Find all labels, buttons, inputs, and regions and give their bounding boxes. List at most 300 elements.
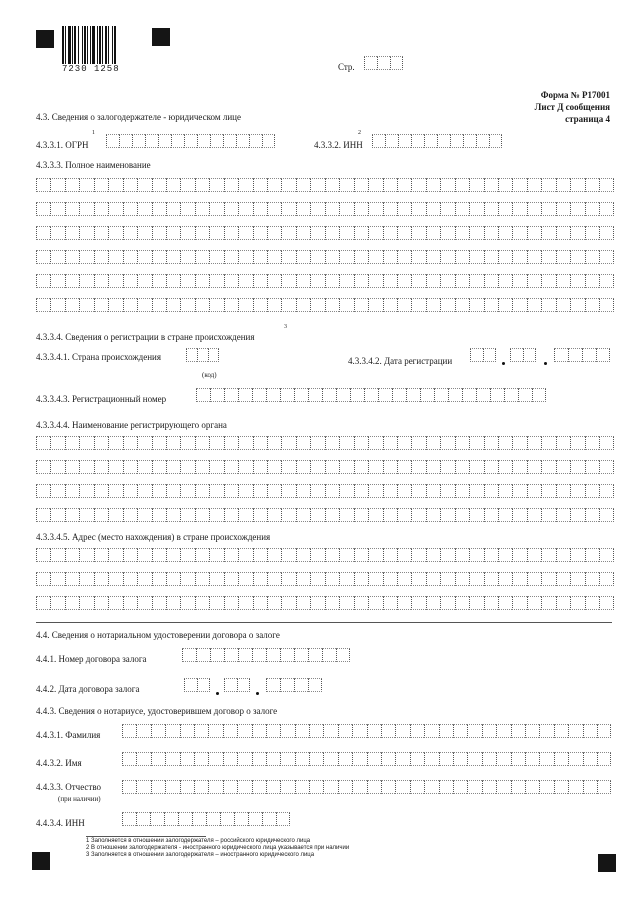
input-cell[interactable] — [323, 724, 337, 738]
input-cell[interactable] — [94, 548, 108, 562]
input-cell[interactable] — [585, 572, 599, 586]
input-cell[interactable] — [397, 572, 411, 586]
input-cell[interactable] — [383, 572, 397, 586]
input-cell[interactable] — [599, 226, 613, 240]
input-cell[interactable] — [295, 724, 309, 738]
input-cell[interactable] — [180, 460, 194, 474]
input-cell[interactable] — [79, 548, 93, 562]
input-cell[interactable] — [455, 226, 469, 240]
input-cell[interactable] — [541, 460, 555, 474]
input-cell[interactable] — [585, 596, 599, 610]
input-cell[interactable] — [455, 298, 469, 312]
input-cell[interactable] — [467, 752, 481, 766]
input-cell[interactable] — [238, 250, 252, 264]
notary-name-field[interactable] — [122, 752, 611, 766]
input-cell[interactable] — [455, 202, 469, 216]
input-cell[interactable] — [440, 460, 454, 474]
input-cell[interactable] — [152, 202, 166, 216]
input-cell[interactable] — [296, 548, 310, 562]
input-cell[interactable] — [180, 548, 194, 562]
input-cell[interactable] — [296, 178, 310, 192]
input-cell[interactable] — [137, 250, 151, 264]
input-cell[interactable] — [411, 596, 425, 610]
input-cell[interactable] — [570, 596, 584, 610]
input-cell[interactable] — [165, 780, 179, 794]
input-cell[interactable] — [184, 678, 197, 692]
input-cell[interactable] — [484, 572, 498, 586]
input-cell[interactable] — [36, 178, 50, 192]
input-cell[interactable] — [310, 202, 324, 216]
input-cell[interactable] — [267, 274, 281, 288]
input-cell[interactable] — [94, 202, 108, 216]
input-cell[interactable] — [209, 298, 223, 312]
input-cell[interactable] — [238, 548, 252, 562]
input-cell[interactable] — [397, 484, 411, 498]
input-cell[interactable] — [339, 572, 353, 586]
input-cell[interactable] — [36, 436, 50, 450]
input-cell[interactable] — [354, 460, 368, 474]
input-cell[interactable] — [440, 572, 454, 586]
input-cell[interactable] — [36, 202, 50, 216]
input-cell[interactable] — [383, 250, 397, 264]
input-cell[interactable] — [484, 436, 498, 450]
input-cell[interactable] — [195, 226, 209, 240]
input-cell[interactable] — [325, 436, 339, 450]
input-cell[interactable] — [79, 572, 93, 586]
input-cell[interactable] — [296, 596, 310, 610]
input-cell[interactable] — [238, 388, 252, 402]
input-cell[interactable] — [253, 484, 267, 498]
input-cell[interactable] — [398, 134, 411, 148]
notary-inn-field[interactable] — [122, 812, 290, 826]
input-cell[interactable] — [123, 250, 137, 264]
input-cell[interactable] — [596, 348, 610, 362]
input-cell[interactable] — [368, 298, 382, 312]
input-cell[interactable] — [322, 648, 336, 662]
input-cell[interactable] — [182, 648, 196, 662]
input-cell[interactable] — [597, 752, 611, 766]
input-cell[interactable] — [220, 812, 234, 826]
input-cell[interactable] — [336, 648, 350, 662]
input-cell[interactable] — [253, 298, 267, 312]
input-cell[interactable] — [253, 202, 267, 216]
input-cell[interactable] — [266, 388, 280, 402]
input-cell[interactable] — [36, 460, 50, 474]
input-cell[interactable] — [368, 274, 382, 288]
input-cell[interactable] — [266, 678, 280, 692]
input-cell[interactable] — [65, 436, 79, 450]
input-cell[interactable] — [525, 752, 539, 766]
input-cell[interactable] — [137, 596, 151, 610]
input-cell[interactable] — [397, 250, 411, 264]
input-cell[interactable] — [310, 436, 324, 450]
input-cell[interactable] — [554, 348, 568, 362]
input-cell[interactable] — [541, 596, 555, 610]
input-cell[interactable] — [583, 752, 597, 766]
input-cell[interactable] — [556, 250, 570, 264]
input-cell[interactable] — [368, 596, 382, 610]
input-cell[interactable] — [383, 508, 397, 522]
input-cell[interactable] — [381, 780, 395, 794]
input-cell[interactable] — [411, 460, 425, 474]
input-cell[interactable] — [323, 752, 337, 766]
grid-row[interactable] — [36, 548, 614, 562]
input-cell[interactable] — [383, 484, 397, 498]
input-cell[interactable] — [338, 780, 352, 794]
input-cell[interactable] — [539, 752, 553, 766]
input-cell[interactable] — [197, 134, 210, 148]
input-cell[interactable] — [354, 484, 368, 498]
input-cell[interactable] — [50, 548, 64, 562]
input-cell[interactable] — [527, 508, 541, 522]
registration-number-field[interactable] — [196, 388, 546, 402]
input-cell[interactable] — [195, 178, 209, 192]
input-cell[interactable] — [296, 460, 310, 474]
input-cell[interactable] — [308, 678, 322, 692]
input-cell[interactable] — [281, 250, 295, 264]
input-cell[interactable] — [570, 298, 584, 312]
input-cell[interactable] — [310, 226, 324, 240]
input-cell[interactable] — [137, 178, 151, 192]
input-cell[interactable] — [294, 678, 308, 692]
input-cell[interactable] — [338, 752, 352, 766]
input-cell[interactable] — [166, 596, 180, 610]
input-cell[interactable] — [395, 724, 409, 738]
input-cell[interactable] — [236, 134, 249, 148]
input-cell[interactable] — [267, 226, 281, 240]
input-cell[interactable] — [65, 484, 79, 498]
input-cell[interactable] — [310, 596, 324, 610]
input-cell[interactable] — [94, 178, 108, 192]
input-cell[interactable] — [296, 572, 310, 586]
input-cell[interactable] — [267, 596, 281, 610]
input-cell[interactable] — [597, 724, 611, 738]
input-cell[interactable] — [79, 508, 93, 522]
input-cell[interactable] — [106, 134, 119, 148]
input-cell[interactable] — [368, 460, 382, 474]
input-cell[interactable] — [496, 724, 510, 738]
input-cell[interactable] — [137, 548, 151, 562]
input-cell[interactable] — [455, 572, 469, 586]
input-cell[interactable] — [410, 780, 424, 794]
input-cell[interactable] — [267, 460, 281, 474]
input-cell[interactable] — [440, 484, 454, 498]
input-cell[interactable] — [338, 724, 352, 738]
input-cell[interactable] — [482, 780, 496, 794]
input-cell[interactable] — [94, 596, 108, 610]
input-cell[interactable] — [420, 388, 434, 402]
input-cell[interactable] — [152, 226, 166, 240]
input-cell[interactable] — [498, 178, 512, 192]
input-cell[interactable] — [137, 436, 151, 450]
input-cell[interactable] — [397, 226, 411, 240]
input-cell[interactable] — [496, 780, 510, 794]
input-cell[interactable] — [448, 388, 462, 402]
input-cell[interactable] — [180, 250, 194, 264]
input-cell[interactable] — [210, 388, 224, 402]
input-cell[interactable] — [585, 484, 599, 498]
input-cell[interactable] — [267, 178, 281, 192]
input-cell[interactable] — [224, 648, 238, 662]
grid-row[interactable] — [36, 596, 614, 610]
input-cell[interactable] — [489, 134, 502, 148]
input-cell[interactable] — [281, 436, 295, 450]
input-cell[interactable] — [383, 226, 397, 240]
input-cell[interactable] — [152, 298, 166, 312]
input-cell[interactable] — [209, 226, 223, 240]
input-cell[interactable] — [166, 202, 180, 216]
input-cell[interactable] — [180, 780, 194, 794]
input-cell[interactable] — [266, 724, 280, 738]
input-cell[interactable] — [426, 250, 440, 264]
input-cell[interactable] — [568, 780, 582, 794]
input-cell[interactable] — [354, 508, 368, 522]
input-cell[interactable] — [195, 202, 209, 216]
input-cell[interactable] — [195, 548, 209, 562]
input-cell[interactable] — [484, 298, 498, 312]
input-cell[interactable] — [224, 226, 238, 240]
input-cell[interactable] — [512, 436, 526, 450]
input-cell[interactable] — [252, 780, 266, 794]
input-cell[interactable] — [166, 548, 180, 562]
input-cell[interactable] — [36, 572, 50, 586]
input-cell[interactable] — [253, 548, 267, 562]
input-cell[interactable] — [350, 388, 364, 402]
input-cell[interactable] — [469, 572, 483, 586]
input-cell[interactable] — [94, 508, 108, 522]
input-cell[interactable] — [440, 202, 454, 216]
input-cell[interactable] — [325, 178, 339, 192]
input-cell[interactable] — [122, 724, 136, 738]
input-cell[interactable] — [281, 484, 295, 498]
input-cell[interactable] — [132, 134, 145, 148]
input-cell[interactable] — [296, 226, 310, 240]
input-cell[interactable] — [310, 572, 324, 586]
input-cell[interactable] — [36, 548, 50, 562]
input-cell[interactable] — [570, 508, 584, 522]
input-cell[interactable] — [385, 134, 398, 148]
input-cell[interactable] — [541, 548, 555, 562]
input-cell[interactable] — [556, 508, 570, 522]
input-cell[interactable] — [224, 388, 238, 402]
input-cell[interactable] — [79, 178, 93, 192]
input-cell[interactable] — [210, 134, 223, 148]
input-cell[interactable] — [209, 572, 223, 586]
input-cell[interactable] — [152, 460, 166, 474]
input-cell[interactable] — [599, 484, 613, 498]
input-cell[interactable] — [238, 202, 252, 216]
input-cell[interactable] — [281, 572, 295, 586]
input-cell[interactable] — [383, 548, 397, 562]
input-cell[interactable] — [469, 250, 483, 264]
grid-row[interactable] — [36, 250, 614, 264]
input-cell[interactable] — [294, 388, 308, 402]
input-cell[interactable] — [224, 274, 238, 288]
input-cell[interactable] — [267, 250, 281, 264]
input-cell[interactable] — [498, 596, 512, 610]
input-cell[interactable] — [397, 548, 411, 562]
input-cell[interactable] — [224, 436, 238, 450]
input-cell[interactable] — [136, 812, 150, 826]
input-cell[interactable] — [209, 436, 223, 450]
input-cell[interactable] — [541, 298, 555, 312]
input-cell[interactable] — [195, 596, 209, 610]
input-cell[interactable] — [194, 780, 208, 794]
input-cell[interactable] — [325, 572, 339, 586]
input-cell[interactable] — [108, 460, 122, 474]
input-cell[interactable] — [267, 436, 281, 450]
input-cell[interactable] — [450, 134, 463, 148]
input-cell[interactable] — [411, 298, 425, 312]
input-cell[interactable] — [411, 508, 425, 522]
input-cell[interactable] — [484, 484, 498, 498]
input-cell[interactable] — [397, 202, 411, 216]
input-cell[interactable] — [527, 572, 541, 586]
input-cell[interactable] — [281, 202, 295, 216]
input-cell[interactable] — [195, 250, 209, 264]
input-cell[interactable] — [262, 134, 275, 148]
input-cell[interactable] — [281, 596, 295, 610]
input-cell[interactable] — [325, 250, 339, 264]
input-cell[interactable] — [158, 134, 171, 148]
input-cell[interactable] — [195, 572, 209, 586]
input-cell[interactable] — [36, 484, 50, 498]
input-cell[interactable] — [238, 226, 252, 240]
input-cell[interactable] — [453, 724, 467, 738]
input-cell[interactable] — [354, 178, 368, 192]
input-cell[interactable] — [184, 134, 197, 148]
input-cell[interactable] — [484, 596, 498, 610]
input-cell[interactable] — [296, 484, 310, 498]
input-cell[interactable] — [395, 780, 409, 794]
input-cell[interactable] — [426, 548, 440, 562]
input-cell[interactable] — [504, 388, 518, 402]
input-cell[interactable] — [166, 298, 180, 312]
input-cell[interactable] — [224, 484, 238, 498]
input-cell[interactable] — [339, 548, 353, 562]
input-cell[interactable] — [196, 388, 210, 402]
registration-day-field[interactable] — [470, 348, 496, 362]
input-cell[interactable] — [208, 752, 222, 766]
input-cell[interactable] — [136, 780, 150, 794]
input-cell[interactable] — [252, 724, 266, 738]
input-cell[interactable] — [79, 226, 93, 240]
input-cell[interactable] — [426, 274, 440, 288]
input-cell[interactable] — [556, 274, 570, 288]
input-cell[interactable] — [368, 226, 382, 240]
input-cell[interactable] — [411, 202, 425, 216]
input-cell[interactable] — [570, 572, 584, 586]
input-cell[interactable] — [568, 348, 582, 362]
input-cell[interactable] — [484, 274, 498, 288]
input-cell[interactable] — [585, 202, 599, 216]
input-cell[interactable] — [166, 572, 180, 586]
input-cell[interactable] — [440, 596, 454, 610]
input-cell[interactable] — [253, 508, 267, 522]
input-cell[interactable] — [224, 508, 238, 522]
input-cell[interactable] — [281, 226, 295, 240]
input-cell[interactable] — [208, 348, 219, 362]
inn-field[interactable] — [372, 134, 502, 148]
input-cell[interactable] — [469, 436, 483, 450]
input-cell[interactable] — [36, 508, 50, 522]
input-cell[interactable] — [556, 548, 570, 562]
input-cell[interactable] — [554, 724, 568, 738]
input-cell[interactable] — [585, 548, 599, 562]
input-cell[interactable] — [238, 298, 252, 312]
input-cell[interactable] — [165, 724, 179, 738]
input-cell[interactable] — [484, 250, 498, 264]
input-cell[interactable] — [570, 548, 584, 562]
input-cell[interactable] — [238, 648, 252, 662]
page-number-cells[interactable] — [364, 56, 403, 70]
input-cell[interactable] — [194, 752, 208, 766]
input-cell[interactable] — [252, 388, 266, 402]
input-cell[interactable] — [570, 178, 584, 192]
input-cell[interactable] — [512, 226, 526, 240]
input-cell[interactable] — [469, 178, 483, 192]
input-cell[interactable] — [36, 298, 50, 312]
input-cell[interactable] — [206, 812, 220, 826]
input-cell[interactable] — [511, 780, 525, 794]
input-cell[interactable] — [65, 460, 79, 474]
input-cell[interactable] — [122, 812, 136, 826]
input-cell[interactable] — [180, 572, 194, 586]
input-cell[interactable] — [137, 484, 151, 498]
input-cell[interactable] — [94, 572, 108, 586]
input-cell[interactable] — [554, 780, 568, 794]
input-cell[interactable] — [455, 250, 469, 264]
input-cell[interactable] — [280, 678, 294, 692]
input-cell[interactable] — [296, 250, 310, 264]
input-cell[interactable] — [266, 648, 280, 662]
input-cell[interactable] — [469, 484, 483, 498]
input-cell[interactable] — [469, 202, 483, 216]
input-cell[interactable] — [151, 780, 165, 794]
input-cell[interactable] — [195, 436, 209, 450]
input-cell[interactable] — [568, 752, 582, 766]
input-cell[interactable] — [352, 752, 366, 766]
input-cell[interactable] — [434, 388, 448, 402]
input-cell[interactable] — [426, 298, 440, 312]
input-cell[interactable] — [208, 724, 222, 738]
input-cell[interactable] — [310, 298, 324, 312]
input-cell[interactable] — [525, 780, 539, 794]
input-cell[interactable] — [527, 460, 541, 474]
input-cell[interactable] — [94, 250, 108, 264]
input-cell[interactable] — [267, 548, 281, 562]
input-cell[interactable] — [323, 780, 337, 794]
input-cell[interactable] — [280, 752, 294, 766]
input-cell[interactable] — [339, 436, 353, 450]
input-cell[interactable] — [556, 178, 570, 192]
input-cell[interactable] — [570, 274, 584, 288]
input-cell[interactable] — [108, 572, 122, 586]
input-cell[interactable] — [79, 202, 93, 216]
input-cell[interactable] — [397, 460, 411, 474]
input-cell[interactable] — [209, 484, 223, 498]
input-cell[interactable] — [599, 436, 613, 450]
input-cell[interactable] — [180, 274, 194, 288]
input-cell[interactable] — [455, 178, 469, 192]
input-cell[interactable] — [209, 508, 223, 522]
input-cell[interactable] — [223, 724, 237, 738]
input-cell[interactable] — [79, 460, 93, 474]
input-cell[interactable] — [469, 596, 483, 610]
input-cell[interactable] — [325, 596, 339, 610]
input-cell[interactable] — [518, 388, 532, 402]
input-cell[interactable] — [197, 348, 208, 362]
